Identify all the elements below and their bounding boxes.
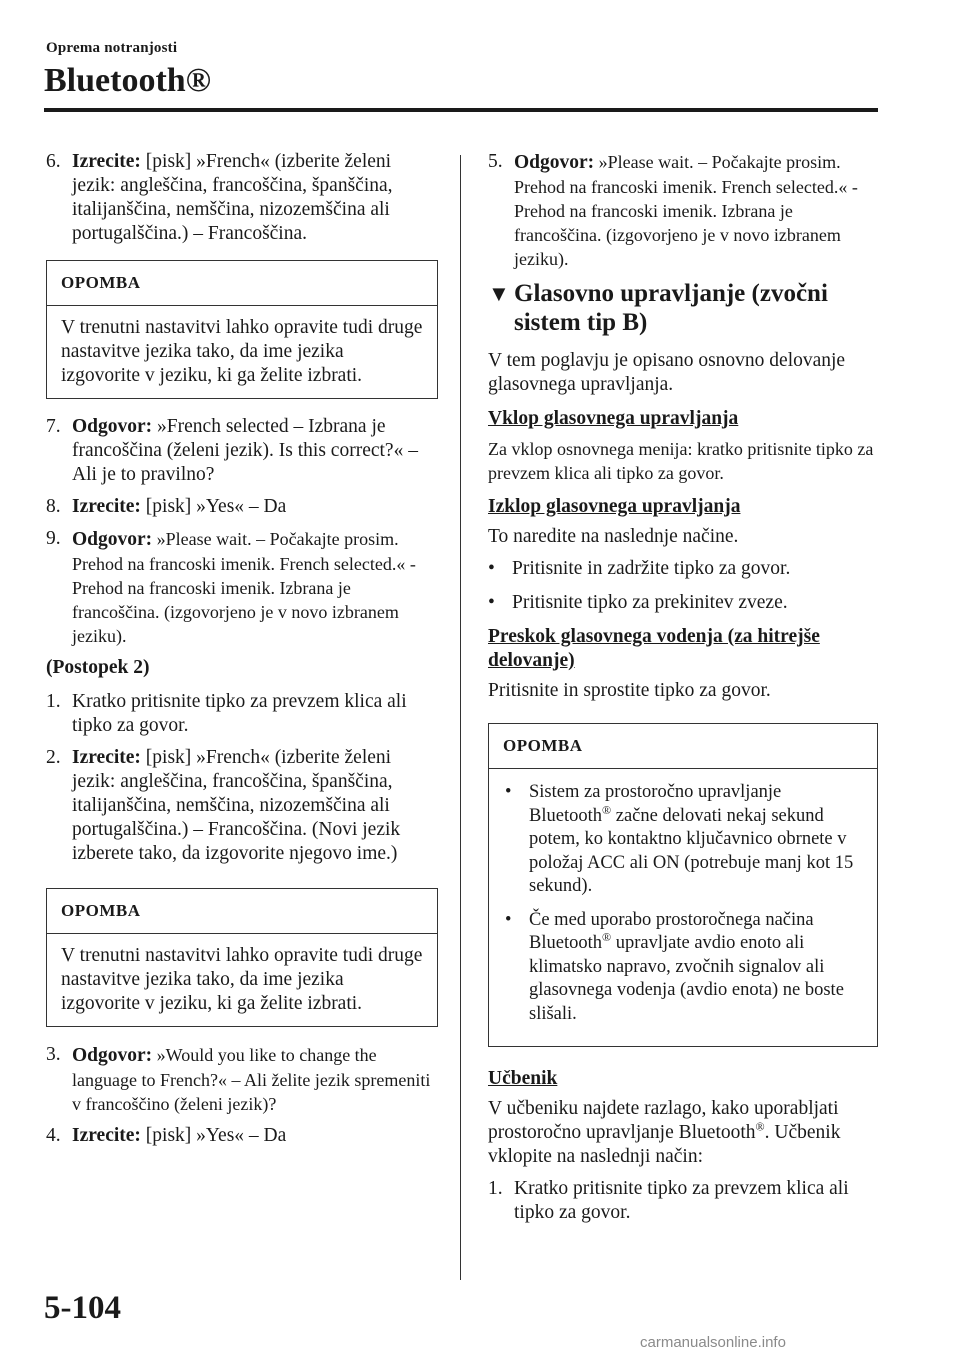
step-8: 8. Izrecite: [pisk] »Yes« – Da: [46, 496, 287, 517]
subheading-ucbenik-text: V učbeniku najdete razlago, kako uporabljati prostoročno upravljanje Bluetooth®. Učbenik vklopite na naslednji način:: [488, 1098, 841, 1167]
note-text: V trenutni nastavitvi lahko opravite tudi druge nastavitve jezika tako, da ime jezika izgovorite v jeziku, ki ga želite izbrati.: [61, 317, 423, 386]
note-title: OPOMBA: [489, 724, 877, 769]
section-heading: [488, 279, 878, 337]
list-item: • Pritisnite tipko za prekinitev zveze.: [488, 592, 788, 613]
subheading-preskok: Preskok glasovnega vodenja (za hitrejše delovanje): [488, 626, 820, 671]
subheading-vklop-text: Za vklop osnovnega menija: kratko pritisnite tipko za prevzem klica ali tipko za govor.: [488, 439, 874, 483]
bullet-icon: •: [505, 782, 512, 802]
list-item: • Pritisnite in zadržite tipko za govor.: [488, 558, 791, 579]
header-rule: [44, 108, 878, 112]
subheading-vklop: Vklop glasovnega upravljanja: [488, 408, 739, 429]
subheading-preskok-text: Pritisnite in sprostite tipko za govor.: [488, 680, 771, 701]
bullet-icon: •: [505, 909, 512, 930]
watermark: carmanualsonline.info: [640, 1334, 786, 1351]
procedure-2-heading: (Postopek 2): [46, 657, 150, 678]
page-title: Bluetooth®: [44, 62, 212, 99]
triangle-down-icon: ▼: [488, 281, 510, 306]
step-6: 6. Izrecite: [pisk] »French« (izberite želeni jezik: angleščina, francoščina, španščina, italijanščina, nemščina, nizozemščina ali portugalščina.) – Francoščina.: [46, 151, 393, 244]
note-title: OPOMBA: [47, 261, 437, 306]
subheading-ucbenik: Učbenik: [488, 1068, 558, 1089]
note-box-2: [46, 888, 438, 1027]
note-bullet-1: • Sistem za prostoročno upravljanje Bluetooth® začne delovati nekaj sekund potem, ko kontaktno ključavnico obrnete v položaj ACC ali ON (potrebuje manj kot 15 sekund).: [503, 781, 863, 899]
right-column: [488, 150, 878, 1233]
note-box-1: [46, 260, 438, 399]
page-number: 5-104: [44, 1290, 121, 1326]
section-title: Glasovno upravljanje (zvočni sistem tip B): [514, 280, 828, 336]
section-intro: V tem poglavju je opisano osnovno delovanje glasovnega upravljanja.: [488, 350, 846, 395]
note-title: OPOMBA: [47, 889, 437, 934]
procedure-2-step-2: 2. Izrecite: [pisk] »French« (izberite želeni jezik: angleščina, francoščina, španščina, italijanščina, nemščina, nizozemščina ali portugalščina.) – Francoščina. (Novi jezik izberete tako, da izgovorite njegovo ime.): [46, 747, 401, 864]
procedure-2-step-1: 1. Kratko pritisnite tipko za prevzem klica ali tipko za govor.: [46, 691, 407, 736]
subheading-izklop: Izklop glasovnega upravljanja: [488, 496, 741, 517]
bullet-icon: •: [488, 558, 495, 579]
ucbenik-step-1: 1. Kratko pritisnite tipko za prevzem klica ali tipko za govor.: [488, 1178, 849, 1223]
procedure-2-step-4: 4. Izrecite: [pisk] »Yes« – Da: [46, 1125, 287, 1146]
note-bullet-2: • Če med uporabo prostoročnega načina Bluetooth® upravljate avdio enoto ali klimatsko napravo, zvočnih signalov ali glasovnega vodenja (avdio enota) ne boste slišali.: [503, 909, 863, 1027]
step-5: 5. Odgovor: »Please wait. – Počakajte prosim. Prehod na francoski imenik. French selected.« - Prehod na francoski imenik. Izbrana je francoščina. (izgovorjeno je v novo izbranem jeziku).: [488, 151, 858, 269]
step-9: 9. Odgovor: »Please wait. – Počakajte prosim. Prehod na francoski imenik. French selected.« - Prehod na francoski imenik. Izbrana je francoščina. (izgovorjeno je v novo izbranem jeziku).: [46, 528, 416, 646]
note-text: V trenutni nastavitvi lahko opravite tudi druge nastavitve jezika tako, da ime jezika izgovorite v jeziku, ki ga želite izbrati.: [61, 945, 423, 1014]
procedure-2-step-3: 3. Odgovor: »Would you like to change the language to French?« – Ali želite jezik spremeniti v francoščino (želeni jezik)?: [46, 1044, 431, 1114]
section-label: Oprema notranjosti: [46, 40, 178, 56]
subheading-izklop-text: To naredite na naslednje načine.: [488, 526, 739, 547]
note-box-3: [488, 723, 878, 1047]
bullet-icon: •: [488, 592, 495, 613]
column-divider: [460, 155, 461, 1280]
step-7: 7. Odgovor: »French selected – Izbrana je francoščina (želeni jezik). Is this correct?« – Ali je to pravilno?: [46, 416, 418, 485]
left-column: [46, 150, 438, 1156]
